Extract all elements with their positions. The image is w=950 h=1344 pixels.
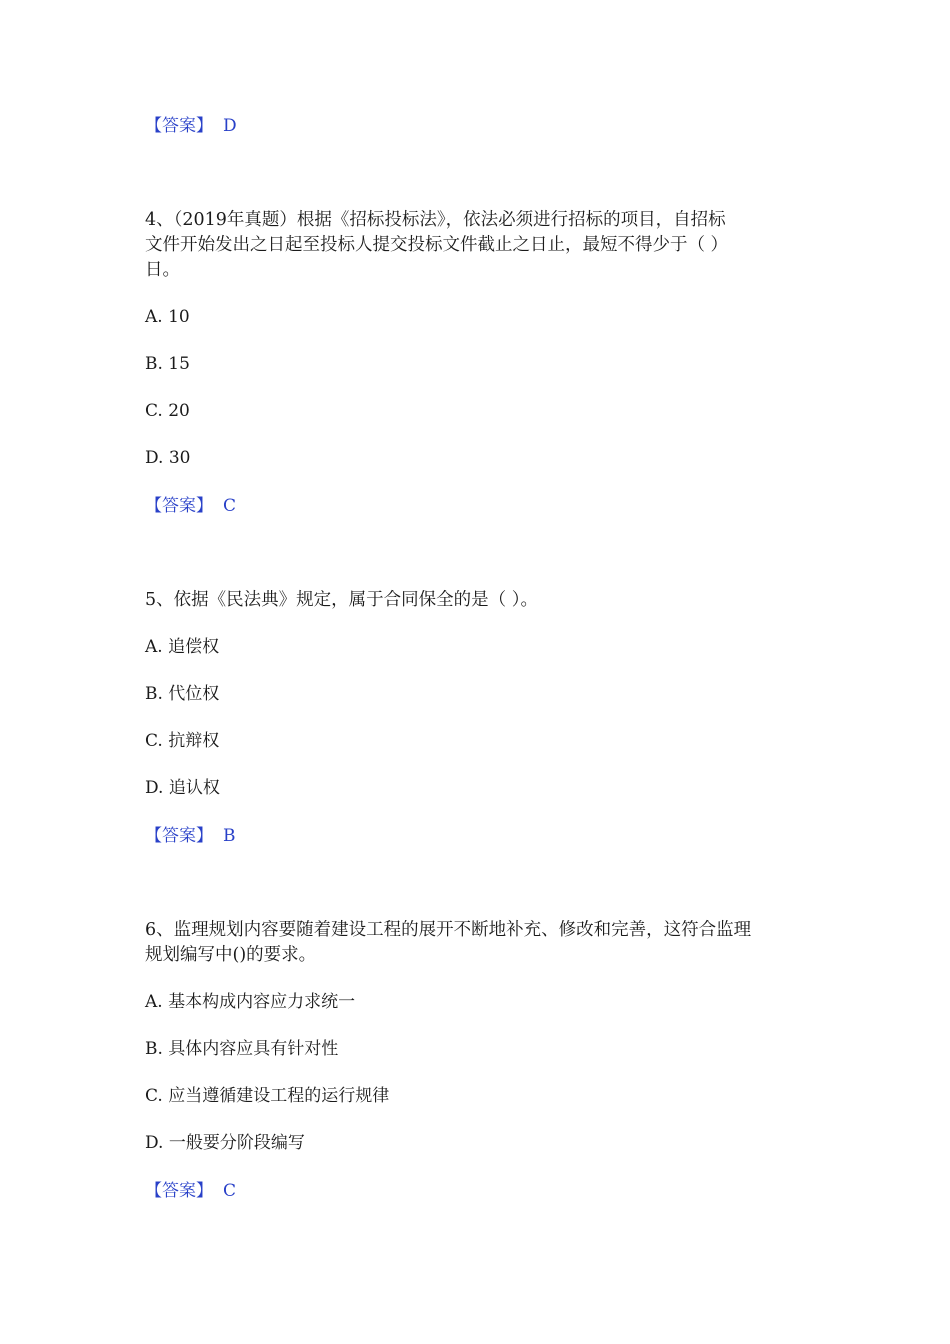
option-d: D. 30 — [145, 448, 191, 468]
answer-line — [145, 114, 237, 138]
answer-line — [145, 494, 236, 518]
question-stem-line: 5、依据《民法典》规定，属于合同保全的是（ ）。 — [145, 590, 538, 610]
option-a: A. 10 — [145, 307, 190, 327]
question-stem-line: 6、监理规划内容要随着建设工程的展开不断地补充、修改和完善，这符合监理 — [145, 920, 752, 940]
answer-value: C — [223, 496, 237, 516]
question-stem-line: 规划编写中()的要求。 — [145, 945, 317, 965]
question-stem-line: 文件开始发出之日起至投标人提交投标文件截止之日止，最短不得少于（ ） — [145, 235, 729, 255]
option-b: B. 代位权 — [145, 684, 220, 704]
option-c: C. 20 — [145, 401, 190, 421]
option-c: C. 抗辩权 — [145, 731, 220, 751]
answer-value: D — [223, 116, 237, 136]
answer-label: 【答案】 — [145, 116, 213, 136]
answer-value: B — [223, 826, 236, 846]
option-a: A. 基本构成内容应力求统一 — [145, 992, 356, 1012]
option-d: D. 追认权 — [145, 778, 220, 798]
answer-label: 【答案】 — [145, 826, 213, 846]
option-b: B. 15 — [145, 354, 190, 374]
answer-line — [145, 824, 236, 848]
option-d: D. 一般要分阶段编写 — [145, 1133, 305, 1153]
option-c: C. 应当遵循建设工程的运行规律 — [145, 1086, 390, 1106]
answer-line — [145, 1179, 236, 1203]
question-stem-line: 4、（2019年真题）根据《招标投标法》，依法必须进行招标的项目，自招标 — [145, 210, 726, 230]
answer-label: 【答案】 — [145, 1181, 213, 1201]
answer-value: C — [223, 1181, 237, 1201]
answer-label: 【答案】 — [145, 496, 213, 516]
option-a: A. 追偿权 — [145, 637, 220, 657]
option-b: B. 具体内容应具有针对性 — [145, 1039, 339, 1059]
question-stem-line: 日。 — [145, 260, 180, 280]
